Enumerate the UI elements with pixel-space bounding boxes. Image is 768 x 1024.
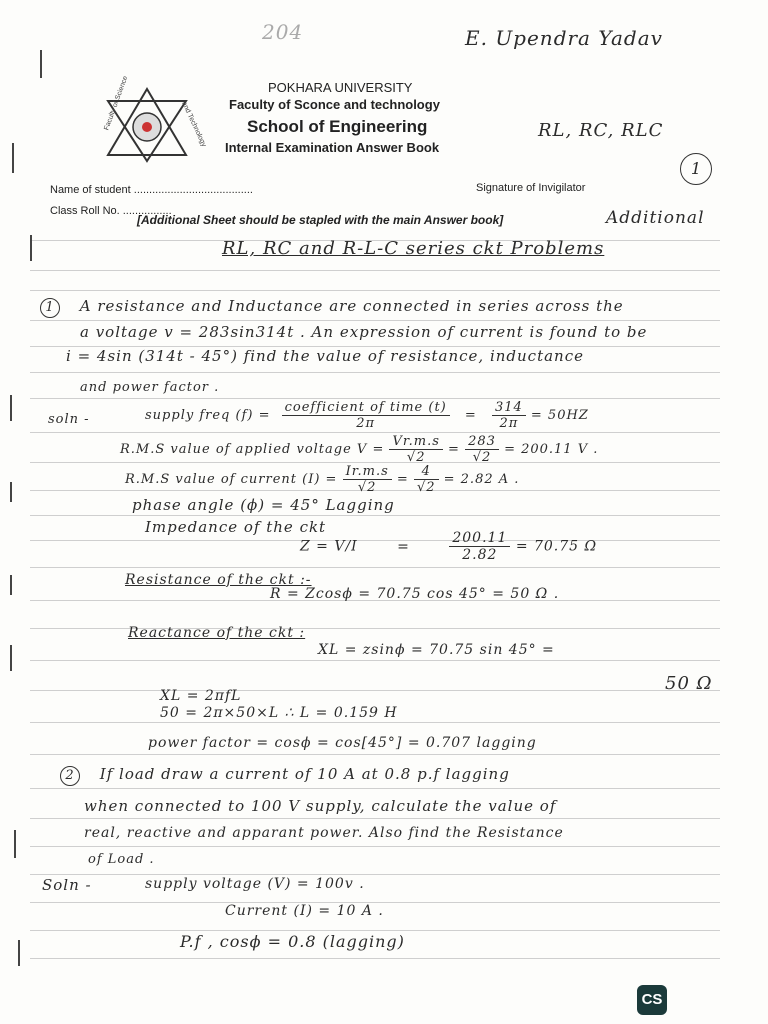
roll-label: Class Roll No. ................ (50, 205, 172, 217)
school-name: School of Engineering (247, 117, 428, 136)
q1-irms: R.M.S value of current (I) = $\frac{Ir.m.s}{√2}$ = $\frac{4}{√2}$ = 2.82 A . (125, 464, 520, 495)
q2-statement-line3: real, reactive and apparant power. Also find the Resistance (84, 825, 564, 841)
margin-mark (10, 482, 12, 502)
q1-xl-formula: XL = 2πfL (160, 688, 242, 704)
q2-statement-line2: when connected to 100 V supply, calculate the value of (84, 797, 557, 815)
faculty-name: Faculty of Sconce and technology (229, 97, 440, 112)
logo-text-right: and Technology (180, 100, 208, 148)
page-number: 204 (262, 20, 304, 44)
margin-mark (14, 830, 16, 858)
q1-reactance-answer: 50 Ω (665, 673, 713, 694)
q2-voltage: supply voltage (V) = 100v . (145, 876, 365, 892)
invigilator-label: Signature of Invigilator (476, 182, 586, 194)
margin-mark (10, 395, 12, 421)
q1-statement-line2: a voltage v = 283sin314t . An expression of current is found to be (80, 323, 648, 341)
q1-soln-label: soln - (48, 412, 90, 427)
page-title: RL, RC and R-L-C series ckt Problems (222, 238, 605, 259)
q1-reactance-head: Reactance of the ckt : (128, 625, 306, 641)
q2-current: Current (I) = 10 A . (225, 903, 384, 919)
q1-impedance: Z = V/I = $\frac{200.11}{2.82}$ = 70.75 Ω (300, 530, 598, 563)
university-logo (100, 75, 208, 165)
q2-statement: 2 If load draw a current of 10 A at 0.8 p.f lagging (60, 765, 510, 786)
q1-impedance-head: Impedance of the ckt (145, 518, 327, 536)
q1-statement-line3: i = 4sin (314t - 45°) find the value of resistance, inductance (66, 347, 584, 365)
additional-handwritten: Additional (606, 208, 705, 228)
q1-phase: phase angle (ϕ) = 45° Lagging (132, 496, 395, 514)
staple-note: [Additional Sheet should be stapled with the main Answer book] (137, 213, 504, 227)
margin-mark (10, 575, 12, 595)
margin-mark (40, 50, 42, 78)
q1-freq: supply freq (f) = $\frac{\text{coefficient of time (t)}}{2\pi}$ = $\frac{314}{2\pi}$ = 50HZ (145, 400, 589, 431)
margin-mark (18, 940, 20, 966)
university-name: POKHARA UNIVERSITY (268, 80, 413, 95)
margin-mark (12, 143, 14, 173)
margin-mark (30, 235, 32, 261)
q1-statement-line4: and power factor . (80, 380, 220, 395)
q2-statement-line4: of Load . (88, 852, 155, 867)
book-title: Internal Examination Answer Book (225, 140, 440, 155)
margin-mark (10, 645, 12, 671)
q1-resistance: R = Zcosϕ = 70.75 cos 45° = 50 Ω . (270, 586, 560, 602)
q1-resistance-head: Resistance of the ckt :- (125, 572, 312, 588)
q2-power-factor: P.f , cosϕ = 0.8 (lagging) (180, 932, 405, 951)
name-label: Name of student ....................................... (50, 184, 253, 196)
sheet-number: 1 (680, 153, 712, 185)
student-name-handwritten: E. Upendra Yadav (465, 26, 663, 50)
q1-power-factor: power factor = cosϕ = cos[45°] = 0.707 lagging (148, 735, 537, 751)
scanner-badge: CS (637, 985, 667, 1015)
q1-inductance: 50 = 2π×50×L ∴ L = 0.159 H (160, 705, 398, 721)
q2-soln-label: Soln - (42, 876, 92, 894)
topic-handwritten: RL, RC, RLC (538, 120, 664, 141)
logo-text-left: Faculty of Science (103, 75, 130, 132)
q1-statement: 1 A resistance and Inductance are connected in series across the (40, 297, 624, 318)
q1-reactance: XL = zsinϕ = 70.75 sin 45° = (318, 642, 555, 658)
q1-vrms: R.M.S value of applied voltage V = $\frac{Vr.m.s}{√2}$ = $\frac{283}{√2}$ = 200.11 V . (120, 434, 599, 465)
